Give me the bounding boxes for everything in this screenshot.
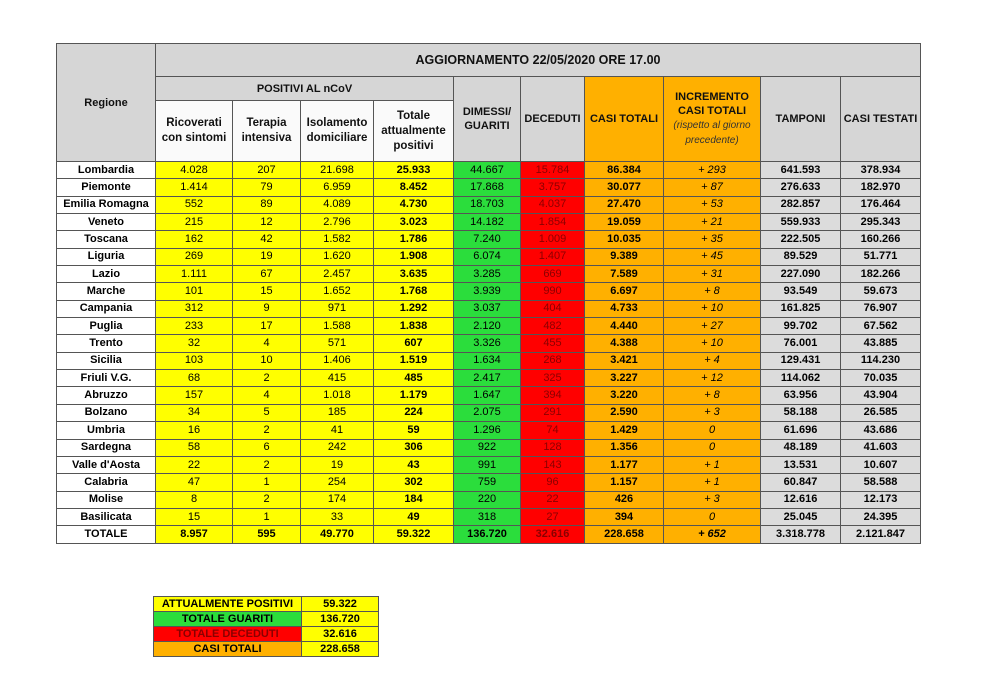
header-incremento-label: INCREMENTO CASI TOTALI — [675, 91, 749, 117]
cell-dimessi: 17.868 — [454, 179, 521, 196]
cell-ricoverati: 215 — [156, 214, 233, 231]
cell-dimessi: 759 — [454, 474, 521, 491]
cell-casi: 10.035 — [585, 231, 664, 248]
summary-label: TOTALE GUARITI — [154, 612, 302, 627]
cell-dimessi: 18.703 — [454, 196, 521, 213]
summary-row — [154, 642, 379, 657]
cell-dimessi: 991 — [454, 456, 521, 473]
cell-isolamento: 1.620 — [301, 248, 374, 265]
update-title: AGGIORNAMENTO 22/05/2020 ORE 17.00 — [156, 44, 921, 77]
cell-isolamento: 242 — [301, 439, 374, 456]
cell-isolamento: 571 — [301, 335, 374, 352]
cell-terapia: 595 — [233, 526, 301, 543]
cell-tamponi: 48.189 — [761, 439, 841, 456]
cell-deceduti: 27 — [521, 508, 585, 525]
cell-testati: 378.934 — [841, 162, 921, 179]
cell-regione: Basilicata — [57, 508, 156, 525]
cell-tamponi: 25.045 — [761, 508, 841, 525]
cell-testati: 2.121.847 — [841, 526, 921, 543]
cell-terapia: 17 — [233, 318, 301, 335]
cell-isolamento: 49.770 — [301, 526, 374, 543]
summary-value: 59.322 — [302, 597, 379, 612]
cell-deceduti: 1.854 — [521, 214, 585, 231]
cell-casi: 4.733 — [585, 300, 664, 317]
cell-terapia: 89 — [233, 196, 301, 213]
cell-incremento: + 3 — [664, 491, 761, 508]
cell-totale: 485 — [374, 370, 454, 387]
cell-regione: Lombardia — [57, 162, 156, 179]
cell-isolamento: 4.089 — [301, 196, 374, 213]
totals-row — [57, 526, 921, 543]
summary-row — [154, 597, 379, 612]
cell-dimessi: 136.720 — [454, 526, 521, 543]
cell-casi: 27.470 — [585, 196, 664, 213]
cell-isolamento: 971 — [301, 300, 374, 317]
cell-incremento: + 3 — [664, 404, 761, 421]
cell-regione: Emilia Romagna — [57, 196, 156, 213]
table-row — [57, 335, 921, 352]
cell-isolamento: 2.796 — [301, 214, 374, 231]
table-row — [57, 456, 921, 473]
cell-casi: 7.589 — [585, 266, 664, 283]
cell-testati: 12.173 — [841, 491, 921, 508]
cell-incremento: + 35 — [664, 231, 761, 248]
cell-totale: 302 — [374, 474, 454, 491]
cell-isolamento: 415 — [301, 370, 374, 387]
cell-dimessi: 3.939 — [454, 283, 521, 300]
header-terapia: Terapia intensiva — [233, 101, 301, 162]
cell-testati: 43.686 — [841, 422, 921, 439]
cell-isolamento: 6.959 — [301, 179, 374, 196]
cell-regione: Sardegna — [57, 439, 156, 456]
header-incremento — [664, 77, 761, 162]
cell-testati: 114.230 — [841, 352, 921, 369]
cell-incremento: + 652 — [664, 526, 761, 543]
cell-regione: Abruzzo — [57, 387, 156, 404]
table-row — [57, 231, 921, 248]
table-body — [57, 162, 921, 544]
cell-totale: 8.452 — [374, 179, 454, 196]
cell-totale: 1.519 — [374, 352, 454, 369]
cell-regione: Molise — [57, 491, 156, 508]
cell-deceduti: 15.784 — [521, 162, 585, 179]
cell-casi: 19.059 — [585, 214, 664, 231]
cell-totale: 59 — [374, 422, 454, 439]
cell-incremento: + 10 — [664, 300, 761, 317]
cell-casi: 426 — [585, 491, 664, 508]
cell-deceduti: 990 — [521, 283, 585, 300]
summary-value: 228.658 — [302, 642, 379, 657]
cell-dimessi: 1.296 — [454, 422, 521, 439]
cell-isolamento: 1.652 — [301, 283, 374, 300]
cell-tamponi: 12.616 — [761, 491, 841, 508]
cell-deceduti: 1.407 — [521, 248, 585, 265]
cell-regione: Piemonte — [57, 179, 156, 196]
cell-casi: 6.697 — [585, 283, 664, 300]
table-row — [57, 266, 921, 283]
cell-terapia: 207 — [233, 162, 301, 179]
cell-ricoverati: 8.957 — [156, 526, 233, 543]
cell-incremento: + 10 — [664, 335, 761, 352]
cell-incremento: + 31 — [664, 266, 761, 283]
cell-incremento: + 1 — [664, 456, 761, 473]
cell-isolamento: 19 — [301, 456, 374, 473]
cell-totale: 1.768 — [374, 283, 454, 300]
cell-ricoverati: 101 — [156, 283, 233, 300]
cell-tamponi: 61.696 — [761, 422, 841, 439]
cell-tamponi: 114.062 — [761, 370, 841, 387]
cell-totale: 1.786 — [374, 231, 454, 248]
cell-tamponi: 161.825 — [761, 300, 841, 317]
header-casi-testati: CASI TESTATI — [841, 77, 921, 162]
header-dimessi: DIMESSI/ GUARITI — [454, 77, 521, 162]
table-row — [57, 474, 921, 491]
summary-label: ATTUALMENTE POSITIVI — [154, 597, 302, 612]
cell-testati: 182.970 — [841, 179, 921, 196]
cell-incremento: + 1 — [664, 474, 761, 491]
cell-terapia: 2 — [233, 491, 301, 508]
cell-terapia: 10 — [233, 352, 301, 369]
cell-ricoverati: 22 — [156, 456, 233, 473]
cell-regione: Friuli V.G. — [57, 370, 156, 387]
cell-terapia: 42 — [233, 231, 301, 248]
cell-testati: 67.562 — [841, 318, 921, 335]
cell-testati: 76.907 — [841, 300, 921, 317]
cell-regione: Toscana — [57, 231, 156, 248]
cell-totale: 184 — [374, 491, 454, 508]
cell-ricoverati: 8 — [156, 491, 233, 508]
cell-terapia: 1 — [233, 508, 301, 525]
cell-casi: 1.429 — [585, 422, 664, 439]
header-incremento-note: (rispetto al giorno precedente) — [673, 120, 751, 146]
cell-casi: 228.658 — [585, 526, 664, 543]
cell-terapia: 12 — [233, 214, 301, 231]
table-row — [57, 214, 921, 231]
cell-casi: 3.227 — [585, 370, 664, 387]
cell-deceduti: 291 — [521, 404, 585, 421]
summary-label: CASI TOTALI — [154, 642, 302, 657]
cell-regione: Umbria — [57, 422, 156, 439]
cell-terapia: 1 — [233, 474, 301, 491]
cell-totale: 306 — [374, 439, 454, 456]
cell-incremento: 0 — [664, 508, 761, 525]
table-row — [57, 300, 921, 317]
cell-dimessi: 2.417 — [454, 370, 521, 387]
header-casi-totali: CASI TOTALI — [585, 77, 664, 162]
cell-totale: 59.322 — [374, 526, 454, 543]
cell-incremento: 0 — [664, 422, 761, 439]
cell-terapia: 2 — [233, 370, 301, 387]
cell-isolamento: 254 — [301, 474, 374, 491]
cell-casi: 394 — [585, 508, 664, 525]
cell-testati: 43.885 — [841, 335, 921, 352]
cell-totale: 4.730 — [374, 196, 454, 213]
cell-ricoverati: 162 — [156, 231, 233, 248]
cell-ricoverati: 233 — [156, 318, 233, 335]
cell-incremento: + 293 — [664, 162, 761, 179]
cell-dimessi: 14.182 — [454, 214, 521, 231]
cell-deceduti: 4.037 — [521, 196, 585, 213]
cell-incremento: + 12 — [664, 370, 761, 387]
cell-totale: 1.838 — [374, 318, 454, 335]
cell-dimessi: 220 — [454, 491, 521, 508]
cell-testati: 41.603 — [841, 439, 921, 456]
cell-deceduti: 455 — [521, 335, 585, 352]
header-isolamento: Isolamento domiciliare — [301, 101, 374, 162]
cell-ricoverati: 103 — [156, 352, 233, 369]
cell-ricoverati: 269 — [156, 248, 233, 265]
cell-ricoverati: 47 — [156, 474, 233, 491]
cell-ricoverati: 15 — [156, 508, 233, 525]
table-row — [57, 404, 921, 421]
cell-incremento: + 8 — [664, 283, 761, 300]
cell-terapia: 2 — [233, 422, 301, 439]
cell-tamponi: 282.857 — [761, 196, 841, 213]
cell-casi: 9.389 — [585, 248, 664, 265]
table-row — [57, 422, 921, 439]
cell-ricoverati: 1.111 — [156, 266, 233, 283]
cell-testati: 182.266 — [841, 266, 921, 283]
cell-tamponi: 559.933 — [761, 214, 841, 231]
cell-testati: 160.266 — [841, 231, 921, 248]
cell-totale: 3.635 — [374, 266, 454, 283]
table-row — [57, 352, 921, 369]
table-row — [57, 387, 921, 404]
cell-tamponi: 641.593 — [761, 162, 841, 179]
cell-isolamento: 185 — [301, 404, 374, 421]
cell-isolamento: 41 — [301, 422, 374, 439]
cell-tamponi: 89.529 — [761, 248, 841, 265]
cell-totale: 1.908 — [374, 248, 454, 265]
cell-dimessi: 6.074 — [454, 248, 521, 265]
cell-dimessi: 3.326 — [454, 335, 521, 352]
table-row — [57, 508, 921, 525]
cell-incremento: + 21 — [664, 214, 761, 231]
cell-tamponi: 129.431 — [761, 352, 841, 369]
cell-tamponi: 99.702 — [761, 318, 841, 335]
table-row — [57, 248, 921, 265]
cell-tamponi: 222.505 — [761, 231, 841, 248]
header-regione: Regione — [57, 44, 156, 162]
cell-regione: Valle d'Aosta — [57, 456, 156, 473]
cell-terapia: 4 — [233, 335, 301, 352]
cell-ricoverati: 34 — [156, 404, 233, 421]
cell-terapia: 6 — [233, 439, 301, 456]
cell-regione: Sicilia — [57, 352, 156, 369]
cell-terapia: 4 — [233, 387, 301, 404]
cell-deceduti: 3.757 — [521, 179, 585, 196]
cell-incremento: + 45 — [664, 248, 761, 265]
cell-isolamento: 21.698 — [301, 162, 374, 179]
cell-regione: Puglia — [57, 318, 156, 335]
cell-regione: Bolzano — [57, 404, 156, 421]
cell-ricoverati: 312 — [156, 300, 233, 317]
cell-deceduti: 394 — [521, 387, 585, 404]
cell-incremento: + 27 — [664, 318, 761, 335]
cell-totale: 1.179 — [374, 387, 454, 404]
cell-tamponi: 63.956 — [761, 387, 841, 404]
cell-tamponi: 3.318.778 — [761, 526, 841, 543]
cell-testati: 58.588 — [841, 474, 921, 491]
cell-incremento: + 53 — [664, 196, 761, 213]
cell-testati: 26.585 — [841, 404, 921, 421]
header-ricoverati: Ricoverati con sintomi — [156, 101, 233, 162]
table-row — [57, 491, 921, 508]
cell-deceduti: 669 — [521, 266, 585, 283]
cell-testati: 295.343 — [841, 214, 921, 231]
table-row — [57, 283, 921, 300]
cell-testati: 10.607 — [841, 456, 921, 473]
header-positivi-group: POSITIVI AL nCoV — [156, 77, 454, 101]
cell-casi: 3.220 — [585, 387, 664, 404]
cell-incremento: + 87 — [664, 179, 761, 196]
cell-ricoverati: 68 — [156, 370, 233, 387]
cell-dimessi: 7.240 — [454, 231, 521, 248]
cell-testati: 51.771 — [841, 248, 921, 265]
cell-totale: 25.933 — [374, 162, 454, 179]
cell-dimessi: 1.647 — [454, 387, 521, 404]
cell-regione: Campania — [57, 300, 156, 317]
summary-value: 136.720 — [302, 612, 379, 627]
cell-casi: 1.177 — [585, 456, 664, 473]
cell-tamponi: 93.549 — [761, 283, 841, 300]
header-totale-positivi: Totale attualmente positivi — [374, 101, 454, 162]
cell-deceduti: 325 — [521, 370, 585, 387]
cell-isolamento: 1.406 — [301, 352, 374, 369]
cell-testati: 59.673 — [841, 283, 921, 300]
cell-regione: Marche — [57, 283, 156, 300]
cell-casi: 4.440 — [585, 318, 664, 335]
table-row — [57, 179, 921, 196]
cell-terapia: 5 — [233, 404, 301, 421]
cell-totale: 43 — [374, 456, 454, 473]
cell-terapia: 79 — [233, 179, 301, 196]
cell-tamponi: 76.001 — [761, 335, 841, 352]
summary-row — [154, 612, 379, 627]
cell-testati: 176.464 — [841, 196, 921, 213]
table-row — [57, 318, 921, 335]
cell-isolamento: 33 — [301, 508, 374, 525]
cell-tamponi: 13.531 — [761, 456, 841, 473]
cell-regione: Veneto — [57, 214, 156, 231]
summary-row — [154, 627, 379, 642]
cell-regione: Trento — [57, 335, 156, 352]
cell-regione: Calabria — [57, 474, 156, 491]
cell-incremento: + 8 — [664, 387, 761, 404]
cell-casi: 3.421 — [585, 352, 664, 369]
cell-deceduti: 268 — [521, 352, 585, 369]
cell-casi: 1.157 — [585, 474, 664, 491]
cell-deceduti: 74 — [521, 422, 585, 439]
cell-regione: Lazio — [57, 266, 156, 283]
cell-ricoverati: 32 — [156, 335, 233, 352]
cell-dimessi: 922 — [454, 439, 521, 456]
table-row — [57, 370, 921, 387]
cell-deceduti: 404 — [521, 300, 585, 317]
cell-terapia: 15 — [233, 283, 301, 300]
cell-ricoverati: 552 — [156, 196, 233, 213]
cell-isolamento: 174 — [301, 491, 374, 508]
cell-dimessi: 3.037 — [454, 300, 521, 317]
cell-totale: 1.292 — [374, 300, 454, 317]
cell-casi: 86.384 — [585, 162, 664, 179]
cell-deceduti: 22 — [521, 491, 585, 508]
cell-casi: 4.388 — [585, 335, 664, 352]
cell-deceduti: 128 — [521, 439, 585, 456]
cell-incremento: 0 — [664, 439, 761, 456]
cell-dimessi: 3.285 — [454, 266, 521, 283]
cell-regione: TOTALE — [57, 526, 156, 543]
header-deceduti: DECEDUTI — [521, 77, 585, 162]
cell-testati: 24.395 — [841, 508, 921, 525]
cell-dimessi: 44.667 — [454, 162, 521, 179]
header-tamponi: TAMPONI — [761, 77, 841, 162]
cell-isolamento: 2.457 — [301, 266, 374, 283]
cell-tamponi: 58.188 — [761, 404, 841, 421]
summary-label: TOTALE DECEDUTI — [154, 627, 302, 642]
cell-isolamento: 1.018 — [301, 387, 374, 404]
table-row — [57, 196, 921, 213]
cell-isolamento: 1.588 — [301, 318, 374, 335]
cell-dimessi: 2.075 — [454, 404, 521, 421]
table-row — [57, 439, 921, 456]
cell-dimessi: 1.634 — [454, 352, 521, 369]
cell-totale: 224 — [374, 404, 454, 421]
cell-ricoverati: 157 — [156, 387, 233, 404]
summary-value: 32.616 — [302, 627, 379, 642]
cell-terapia: 9 — [233, 300, 301, 317]
cell-tamponi: 60.847 — [761, 474, 841, 491]
cell-ricoverati: 58 — [156, 439, 233, 456]
cell-testati: 43.904 — [841, 387, 921, 404]
covid-regional-table — [56, 43, 921, 544]
cell-casi: 1.356 — [585, 439, 664, 456]
cell-dimessi: 2.120 — [454, 318, 521, 335]
cell-tamponi: 276.633 — [761, 179, 841, 196]
cell-terapia: 2 — [233, 456, 301, 473]
table-row — [57, 162, 921, 179]
cell-ricoverati: 1.414 — [156, 179, 233, 196]
cell-deceduti: 1.009 — [521, 231, 585, 248]
cell-terapia: 19 — [233, 248, 301, 265]
summary-table — [153, 596, 379, 657]
cell-tamponi: 227.090 — [761, 266, 841, 283]
cell-totale: 3.023 — [374, 214, 454, 231]
cell-totale: 49 — [374, 508, 454, 525]
cell-testati: 70.035 — [841, 370, 921, 387]
cell-incremento: + 4 — [664, 352, 761, 369]
cell-dimessi: 318 — [454, 508, 521, 525]
cell-casi: 2.590 — [585, 404, 664, 421]
cell-totale: 607 — [374, 335, 454, 352]
cell-terapia: 67 — [233, 266, 301, 283]
cell-isolamento: 1.582 — [301, 231, 374, 248]
cell-ricoverati: 16 — [156, 422, 233, 439]
cell-regione: Liguria — [57, 248, 156, 265]
cell-ricoverati: 4.028 — [156, 162, 233, 179]
cell-deceduti: 32.616 — [521, 526, 585, 543]
cell-deceduti: 143 — [521, 456, 585, 473]
cell-casi: 30.077 — [585, 179, 664, 196]
cell-deceduti: 482 — [521, 318, 585, 335]
cell-deceduti: 96 — [521, 474, 585, 491]
